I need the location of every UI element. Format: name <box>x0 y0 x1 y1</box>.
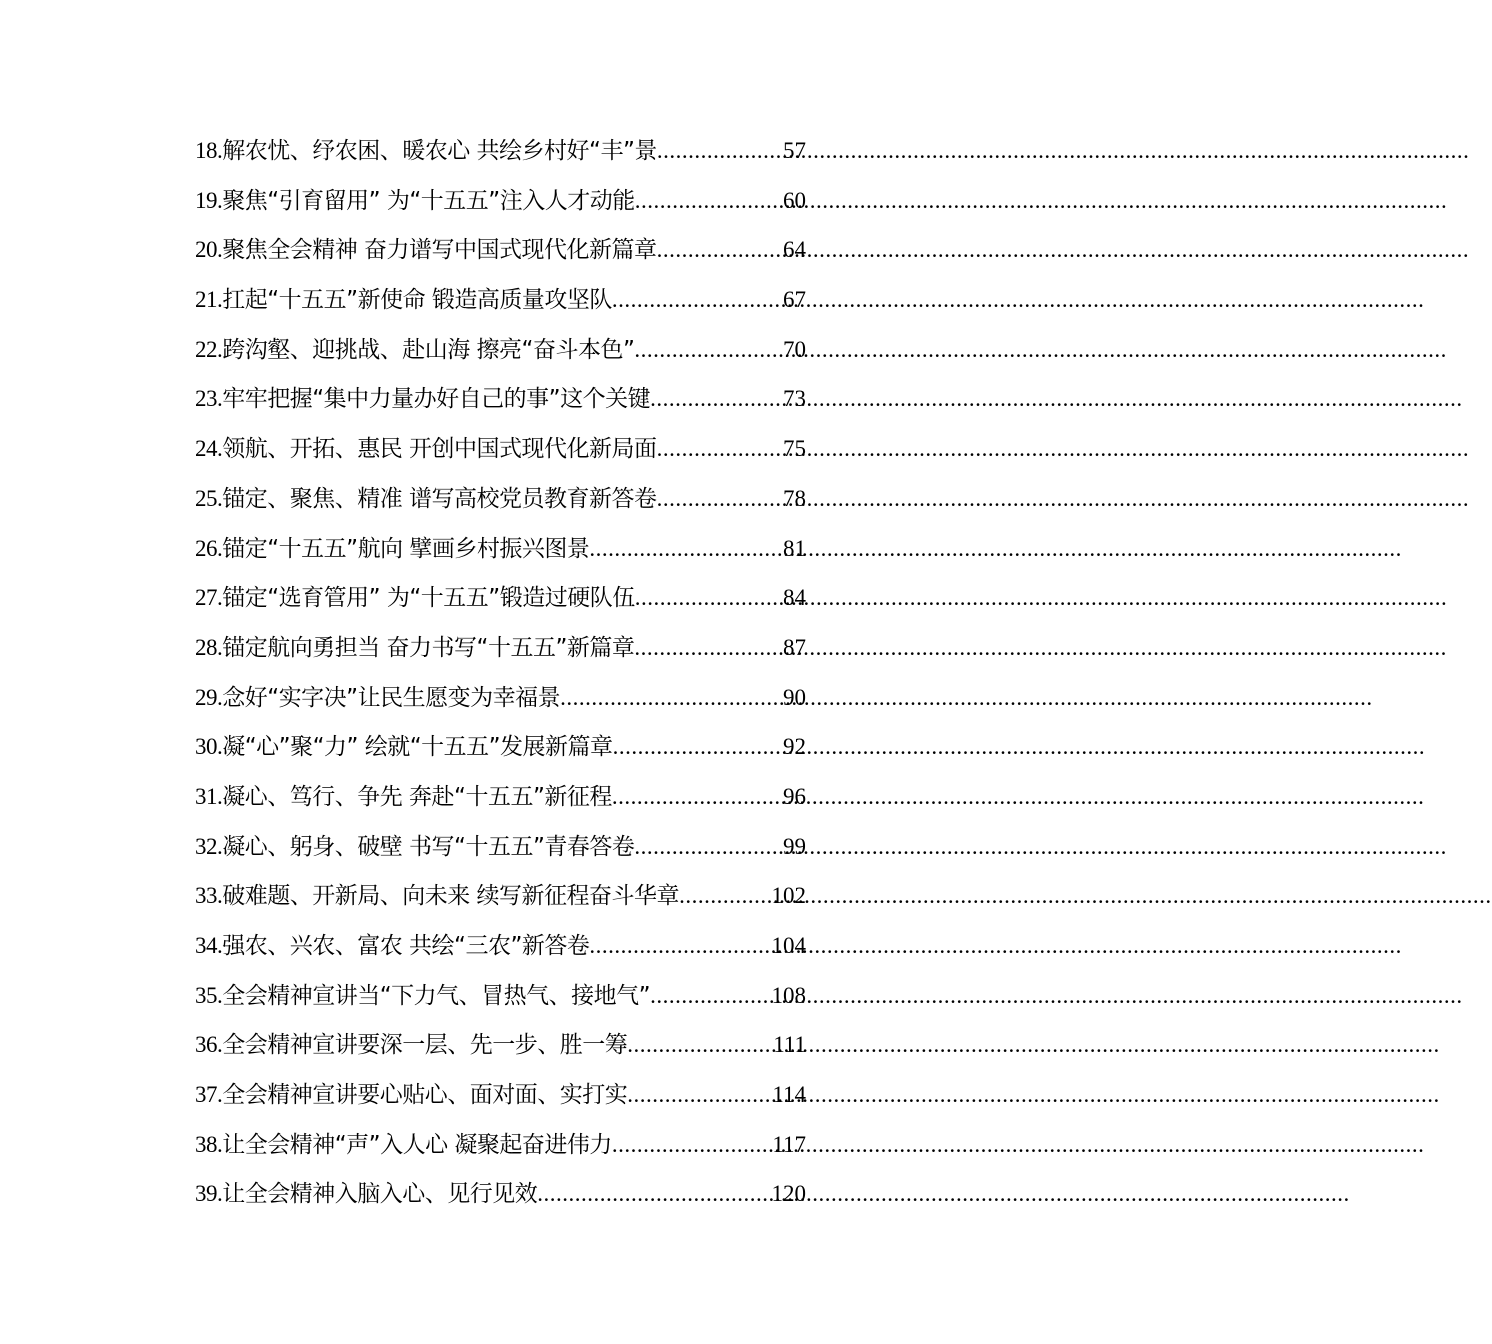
toc-entry-title <box>195 1025 627 1065</box>
toc-entry-title <box>195 379 650 419</box>
toc-entry-number: 29. <box>195 684 223 710</box>
toc-entry-number: 26. <box>195 535 223 561</box>
toc-leader-dots <box>634 330 783 370</box>
toc-entry-text: 全会精神宣讲当“下力气、冒热气、接地气” <box>222 982 651 1009</box>
toc-leader-dots <box>635 181 783 221</box>
toc-entry-number: 33. <box>195 883 223 909</box>
toc-entry-number: 39. <box>195 1181 223 1207</box>
toc-entry-page: 99 <box>783 833 806 859</box>
toc-entry-text: 聚焦全会精神 奋力谱写中国式现代化新篇章 <box>222 237 657 264</box>
toc-entry-text: 领航、开拓、惠民 开创中国式现代化新局面 <box>222 436 657 463</box>
toc-entry-text: 全会精神宣讲要深一层、先一步、胜一筹 <box>222 1032 628 1059</box>
table-of-contents <box>195 131 806 1224</box>
toc-entry-title <box>195 876 679 916</box>
toc-entry[interactable] <box>195 280 806 330</box>
toc-entry-page: 117 <box>772 1131 806 1157</box>
toc-entry-text: 牢牢把握“集中力量办好自己的事”这个关键 <box>222 386 651 413</box>
toc-leader-dots <box>589 529 783 569</box>
toc-entry-title <box>195 727 613 767</box>
toc-entry-page: 81 <box>783 535 806 561</box>
toc-leader-dots <box>635 578 783 618</box>
toc-entry-page: 73 <box>783 386 806 412</box>
toc-entry-title <box>195 131 657 171</box>
toc-entry-page: 102 <box>771 883 806 909</box>
toc-entry[interactable] <box>195 727 806 777</box>
toc-entry[interactable] <box>195 181 806 231</box>
toc-entry-number: 21. <box>195 287 223 313</box>
toc-entry-number: 22. <box>195 336 223 362</box>
toc-entry-title <box>195 628 634 668</box>
toc-leader-dots <box>650 976 771 1016</box>
toc-entry[interactable] <box>195 230 806 280</box>
toc-entry[interactable] <box>195 379 806 429</box>
toc-entry-text: 强农、兴农、富农 共绘“三农”新答卷 <box>222 933 590 959</box>
toc-entry-title <box>195 678 560 718</box>
toc-entry[interactable] <box>195 1125 806 1175</box>
toc-entry-page: 84 <box>783 585 806 611</box>
toc-entry-page: 64 <box>783 237 806 263</box>
toc-entry-title <box>195 181 635 221</box>
toc-entry-text: 聚焦“引育留用” 为“十五五”注入人才动能 <box>222 187 635 214</box>
toc-entry[interactable] <box>195 976 806 1026</box>
toc-entry-title <box>195 926 589 966</box>
toc-entry-number: 23. <box>195 386 223 412</box>
toc-leader-dots <box>679 876 771 916</box>
toc-entry-number: 32. <box>195 833 223 859</box>
toc-entry-page: 57 <box>783 138 806 163</box>
toc-entry-page: 78 <box>783 485 806 511</box>
toc-entry[interactable] <box>195 429 806 479</box>
toc-leader-dots <box>634 827 783 867</box>
toc-entry-page: 114 <box>772 1082 806 1108</box>
toc-entry-number: 18. <box>195 138 223 163</box>
toc-entry-text: 解农忧、纾农困、暖农心 共绘乡村好“丰”景 <box>222 138 657 164</box>
toc-entry-page: 108 <box>771 982 806 1008</box>
toc-entry[interactable] <box>195 1075 806 1125</box>
toc-leader-dots <box>627 1025 773 1065</box>
toc-entry-number: 36. <box>195 1032 223 1058</box>
toc-leader-dots <box>612 280 783 320</box>
toc-entry-number: 27. <box>195 585 223 611</box>
toc-entry[interactable] <box>195 876 806 926</box>
toc-entry-title <box>195 330 634 370</box>
toc-entry[interactable] <box>195 628 806 678</box>
toc-leader-dots <box>612 1125 772 1165</box>
toc-entry-title <box>195 429 657 469</box>
toc-entry-number: 24. <box>195 436 223 462</box>
toc-entry-text: 凝“心”聚“力” 绘就“十五五”发展新篇章 <box>222 734 613 761</box>
toc-entry[interactable] <box>195 1174 806 1224</box>
toc-entry-number: 19. <box>195 187 223 213</box>
toc-entry-text: 跨沟壑、迎挑战、赴山海 擦亮“奋斗本色” <box>222 336 635 363</box>
toc-entry-text: 凝心、躬身、破壁 书写“十五五”青春答卷 <box>222 833 635 860</box>
toc-entry-number: 20. <box>195 237 223 263</box>
toc-entry-title <box>195 230 657 270</box>
toc-entry[interactable] <box>195 131 806 181</box>
toc-entry-title <box>195 976 650 1016</box>
toc-entry[interactable] <box>195 678 806 728</box>
toc-entry-page: 120 <box>771 1181 806 1207</box>
toc-entry-page: 96 <box>783 783 806 809</box>
toc-entry-number: 25. <box>195 485 223 511</box>
toc-entry-title <box>195 827 634 867</box>
toc-entry[interactable] <box>195 578 806 628</box>
toc-entry-text: 扛起“十五五”新使命 锻造高质量攻坚队 <box>222 287 612 314</box>
toc-entry-page: 67 <box>783 287 806 313</box>
toc-entry-title <box>195 529 589 569</box>
toc-entry[interactable] <box>195 1025 806 1075</box>
toc-entry[interactable] <box>195 529 806 579</box>
toc-entry-title <box>195 578 635 618</box>
toc-leader-dots <box>613 727 783 767</box>
toc-leader-dots <box>657 131 783 171</box>
toc-entry-text: 锚定“十五五”航向 擘画乡村振兴图景 <box>222 535 590 562</box>
toc-entry-text: 锚定“选育管用” 为“十五五”锻造过硬队伍 <box>222 585 635 612</box>
toc-leader-dots <box>634 628 783 668</box>
toc-entry-text: 锚定、聚焦、精准 谱写高校党员教育新答卷 <box>222 485 657 512</box>
toc-entry-number: 37. <box>195 1082 223 1108</box>
toc-entry-title <box>195 479 657 519</box>
toc-entry-number: 31. <box>195 783 223 809</box>
toc-entry-number: 30. <box>195 734 223 760</box>
toc-entry-page: 87 <box>783 634 806 660</box>
toc-entry[interactable] <box>195 827 806 877</box>
toc-entry-number: 34. <box>195 933 223 958</box>
toc-leader-dots <box>560 678 783 718</box>
toc-leader-dots <box>657 429 783 469</box>
toc-entry-title <box>195 1174 537 1214</box>
toc-leader-dots <box>537 1174 771 1214</box>
toc-entry-page: 104 <box>771 933 806 958</box>
toc-entry[interactable] <box>195 926 806 976</box>
toc-entry-text: 让全会精神入脑入心、见行见效 <box>222 1181 538 1208</box>
toc-leader-dots <box>657 230 783 270</box>
toc-leader-dots <box>627 1075 772 1115</box>
toc-entry-title <box>195 1125 612 1165</box>
toc-leader-dots <box>650 379 783 419</box>
toc-entry[interactable] <box>195 777 806 827</box>
toc-entry-title <box>195 777 612 817</box>
toc-entry-text: 破难题、开新局、向未来 续写新征程奋斗华章 <box>222 883 680 910</box>
toc-entry-page: 90 <box>783 684 806 710</box>
toc-leader-dots <box>589 926 771 966</box>
toc-entry-number: 38. <box>195 1131 223 1157</box>
toc-entry-number: 28. <box>195 634 223 660</box>
toc-entry-number: 35. <box>195 982 223 1008</box>
toc-entry[interactable] <box>195 479 806 529</box>
toc-entry-text: 锚定航向勇担当 奋力书写“十五五”新篇章 <box>222 634 635 661</box>
toc-entry[interactable] <box>195 330 806 380</box>
toc-entry-text: 念好“实字决”让民生愿变为幸福景 <box>222 684 561 711</box>
toc-entry-page: 111 <box>773 1032 806 1058</box>
toc-entry-title <box>195 1075 627 1115</box>
toc-leader-dots <box>657 479 783 519</box>
toc-leader-dots <box>612 777 783 817</box>
toc-entry-text: 让全会精神“声”入人心 凝聚起奋进伟力 <box>222 1131 612 1158</box>
toc-entry-title <box>195 280 612 320</box>
toc-entry-page: 70 <box>783 336 806 362</box>
toc-entry-page: 60 <box>783 187 806 213</box>
toc-entry-text: 凝心、笃行、争先 奔赴“十五五”新征程 <box>222 783 612 810</box>
toc-entry-page: 75 <box>783 436 806 462</box>
toc-entry-page: 92 <box>783 734 806 760</box>
toc-entry-text: 全会精神宣讲要心贴心、面对面、实打实 <box>222 1082 628 1109</box>
